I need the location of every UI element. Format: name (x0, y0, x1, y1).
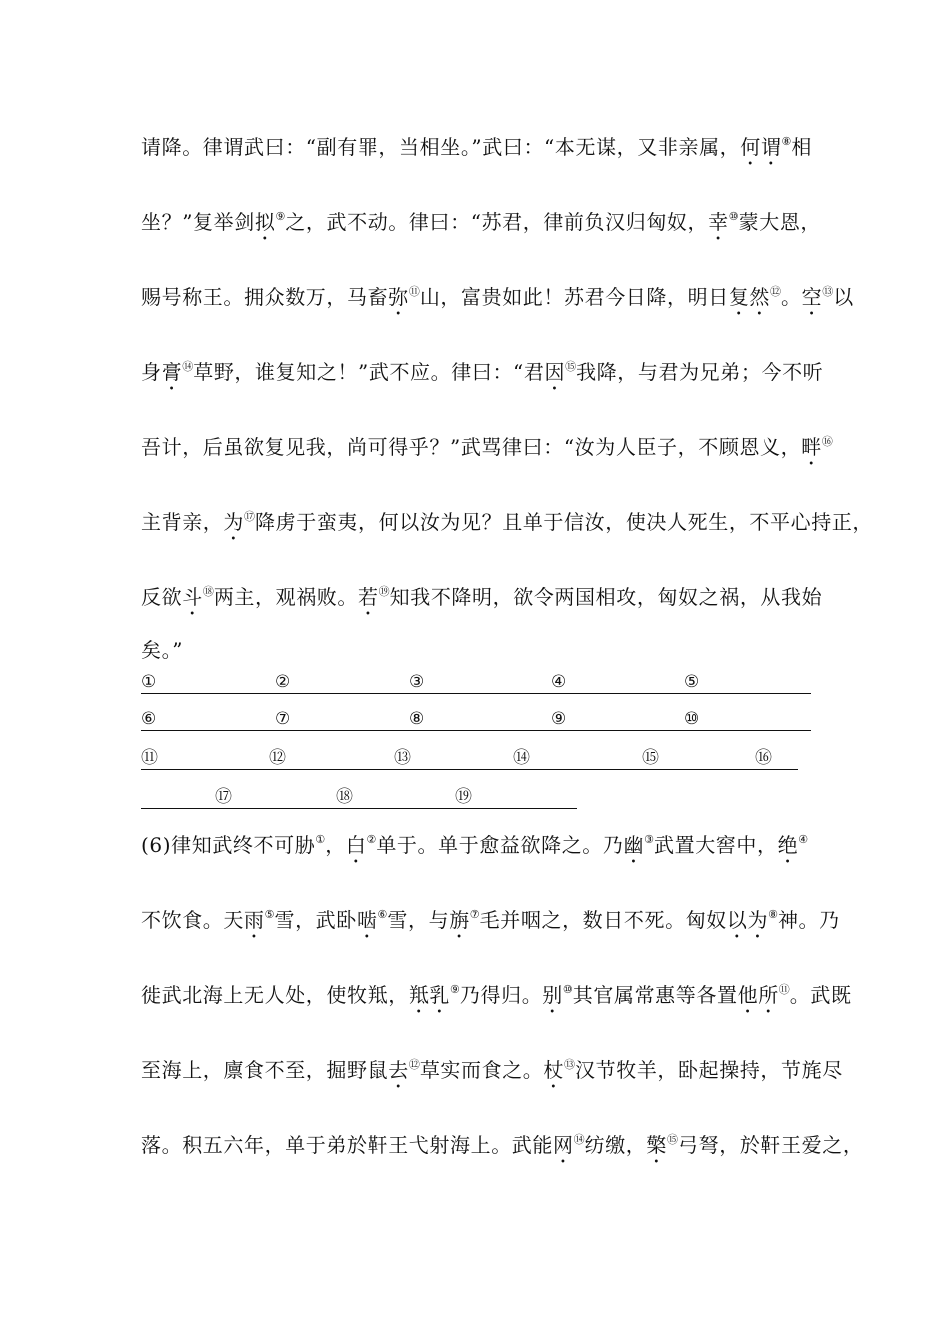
text-run: 雪，与 (387, 908, 450, 932)
answer-blank[interactable]: ⑮ (642, 748, 755, 770)
passage1-line-2 (141, 210, 821, 245)
text-run: 坐？”复举剑 (141, 210, 255, 234)
footnote-marker: ⑬ (564, 1058, 576, 1071)
blank-row-4 (141, 787, 577, 809)
emphasized-word: 幸 (708, 210, 729, 234)
footnote-marker: ⑨ (275, 210, 286, 223)
text-run: 雪，武卧 (274, 908, 357, 932)
passage1-line-7 (141, 585, 821, 620)
text-run: 不饮食。天 (141, 908, 244, 932)
emphasized-word: 幽 (623, 833, 645, 857)
answer-blank[interactable]: ⑱ (336, 787, 455, 809)
footnote-marker: ⑱ (202, 585, 214, 598)
answer-blank[interactable]: ⑤ (684, 672, 811, 694)
answer-blank[interactable]: ③ (409, 672, 551, 694)
answer-blank[interactable]: ⑦ (275, 709, 409, 731)
text-run: 汉节牧羊，卧起操持，节旄尽 (575, 1058, 843, 1082)
emphasized-word: 为 (223, 510, 245, 534)
footnote-marker: ⑪ (408, 285, 420, 298)
blank-row-3 (141, 748, 798, 770)
footnote-marker: ④ (798, 833, 809, 846)
answer-blank[interactable]: ⑫ (269, 748, 394, 770)
footnote-marker: ⑮ (565, 360, 577, 373)
text-run: 神。乃 (777, 908, 840, 932)
answer-blank[interactable]: ⑭ (513, 748, 642, 770)
footnote-marker: ⑲ (378, 585, 390, 598)
footnote-marker: ⑭ (182, 360, 194, 373)
emphasized-word: 檠 (646, 1133, 668, 1157)
passage2-line-3 (141, 983, 852, 1018)
text-run: 山，富贵如此！苏君今日降，明日 (419, 285, 729, 309)
passage1-line-4 (141, 360, 824, 395)
emphasized-word: 白 (345, 833, 367, 857)
text-run: 知我不降明，欲令两国相攻，匈奴之祸，从我始 (389, 585, 823, 609)
passage2-line-1 (141, 833, 821, 868)
footnote-marker: ⑨ (450, 983, 460, 996)
text-run: 乃得归。 (459, 983, 543, 1007)
text-run: ， (325, 833, 346, 857)
emphasized-word: 别 (542, 983, 563, 1007)
emphasized-word: 杖 (543, 1058, 565, 1082)
footnote-marker: ③ (644, 833, 654, 846)
passage2-line-4 (141, 1058, 843, 1093)
passage1-line-3 (141, 285, 854, 320)
footnote-marker: ⑧ (768, 908, 778, 921)
footnote-marker: ⑬ (822, 285, 834, 298)
footnote-marker: ⑤ (264, 908, 275, 921)
text-run: 请降。律谓武曰：“副有罪，当相坐。”武曰：“本无谋，又非亲属， (141, 135, 741, 159)
footnote-marker: ⑩ (562, 983, 573, 996)
footnote-marker: ⑫ (770, 285, 782, 298)
blank-row-2 (141, 709, 811, 731)
footnote-marker: ② (366, 833, 377, 846)
answer-blank[interactable]: ⑰ (215, 787, 336, 809)
text-run: 矣。” (141, 638, 184, 662)
footnote-marker: ⑯ (821, 435, 833, 448)
text-run: 我降，与君为兄弟；今不听 (576, 360, 824, 384)
text-run: 其官属常惠等各置 (572, 983, 738, 1007)
emphasized-word: 斗 (182, 585, 203, 609)
footnote-marker: ⑪ (778, 983, 790, 996)
answer-blank[interactable]: ⑬ (394, 748, 513, 770)
answer-blank[interactable]: ⑩ (684, 709, 811, 731)
emphasized-word: 畔 (801, 435, 822, 459)
footnote-marker: ⑰ (244, 510, 256, 523)
passage2-line-2 (141, 908, 840, 943)
footnote-marker: ⑧ (781, 135, 792, 148)
emphasized-word: 因 (544, 360, 566, 384)
emphasized-word: 他所 (737, 983, 779, 1007)
text-run: 吾计，后虽欲复见我，尚可得乎？”武骂律曰：“汝为人臣子，不顾恩义， (141, 435, 802, 459)
text-run: 赐号称王。拥众数万，马畜 (141, 285, 389, 309)
passage2-line-5 (141, 1133, 864, 1168)
answer-blank[interactable]: ⑨ (551, 709, 684, 731)
text-run: 武置大窖中， (654, 833, 778, 857)
answer-blank[interactable]: ⑯ (755, 748, 798, 770)
text-run: 蒙大恩， (738, 210, 822, 234)
answer-blank[interactable]: ⑲ (455, 787, 577, 809)
answer-blank[interactable]: ⑧ (409, 709, 551, 731)
emphasized-word: 复然 (728, 285, 771, 309)
emphasized-word: 绝 (777, 833, 799, 857)
footnote-marker: ⑦ (469, 908, 480, 921)
text-run: 两主，观祸败。 (213, 585, 359, 609)
text-run: 相 (791, 135, 812, 159)
emphasized-word: 若 (358, 585, 379, 609)
emphasized-word: 膏 (161, 360, 183, 384)
answer-blank[interactable]: ② (275, 672, 409, 694)
text-run: 弓弩，於靬王爱之， (678, 1133, 864, 1157)
passage1-line-5 (141, 435, 833, 470)
emphasized-word: 以为 (726, 908, 769, 932)
footnote-marker: ⑮ (667, 1133, 679, 1146)
text-run: 毛并咽之，数日不死。匈奴 (479, 908, 727, 932)
text-run: 之，武不动。律曰：“苏君，律前负汉归匈奴， (285, 210, 709, 234)
text-run: 草实而食之。 (419, 1058, 544, 1082)
footnote-marker: ⑫ (408, 1058, 420, 1071)
answer-blank[interactable]: ⑥ (141, 709, 275, 731)
passage1-line-6 (141, 510, 874, 545)
text-run: 身 (141, 360, 162, 384)
answer-blank[interactable]: ① (141, 672, 275, 694)
emphasized-word: 去 (388, 1058, 409, 1082)
emphasized-word: 羝乳 (408, 983, 451, 1007)
passage1-line-1 (141, 135, 821, 170)
emphasized-word: 网 (553, 1133, 574, 1157)
emphasized-word: 何谓 (740, 135, 782, 159)
passage1-line-8 (141, 638, 821, 662)
answer-blank[interactable] (141, 787, 215, 809)
text-run: 单于。单于愈益欲降之。乃 (376, 833, 624, 857)
text-run: 。 (781, 285, 802, 309)
text-run: 以 (833, 285, 854, 309)
emphasized-word: 旃 (449, 908, 470, 932)
text-run: 徙武北海上无人处，使牧羝， (141, 983, 409, 1007)
text-run: 纺缴， (584, 1133, 647, 1157)
emphasized-word: 拟 (254, 210, 276, 234)
text-run: 。武既 (789, 983, 852, 1007)
footnote-marker: ⑥ (377, 908, 388, 921)
footnote-marker: ⑩ (728, 210, 739, 223)
text-run: 落。积五六年，单于弟於靬王弋射海上。武能 (141, 1133, 553, 1157)
emphasized-word: 啮 (356, 908, 378, 932)
footnote-marker: ① (315, 833, 326, 846)
text-run: 主背亲， (141, 510, 224, 534)
emphasized-word: 弥 (388, 285, 409, 309)
blank-row-1 (141, 672, 811, 694)
answer-blank[interactable]: ⑪ (141, 748, 269, 770)
text-run: 反欲 (141, 585, 183, 609)
footnote-marker: ⑭ (573, 1133, 585, 1146)
text-run: 至海上，廪食不至，掘野鼠 (141, 1058, 389, 1082)
answer-blank[interactable]: ④ (551, 672, 684, 694)
text-run: (6)律知武终不可胁 (141, 833, 316, 857)
text-run: 草野，谁复知之！”武不应。律曰：“君 (193, 360, 545, 384)
emphasized-word: 空 (801, 285, 823, 309)
text-run: 降虏于蛮夷，何以汝为见？且单于信汝，使决人死生，不平心持正， (255, 510, 874, 534)
emphasized-word: 雨 (244, 908, 265, 932)
